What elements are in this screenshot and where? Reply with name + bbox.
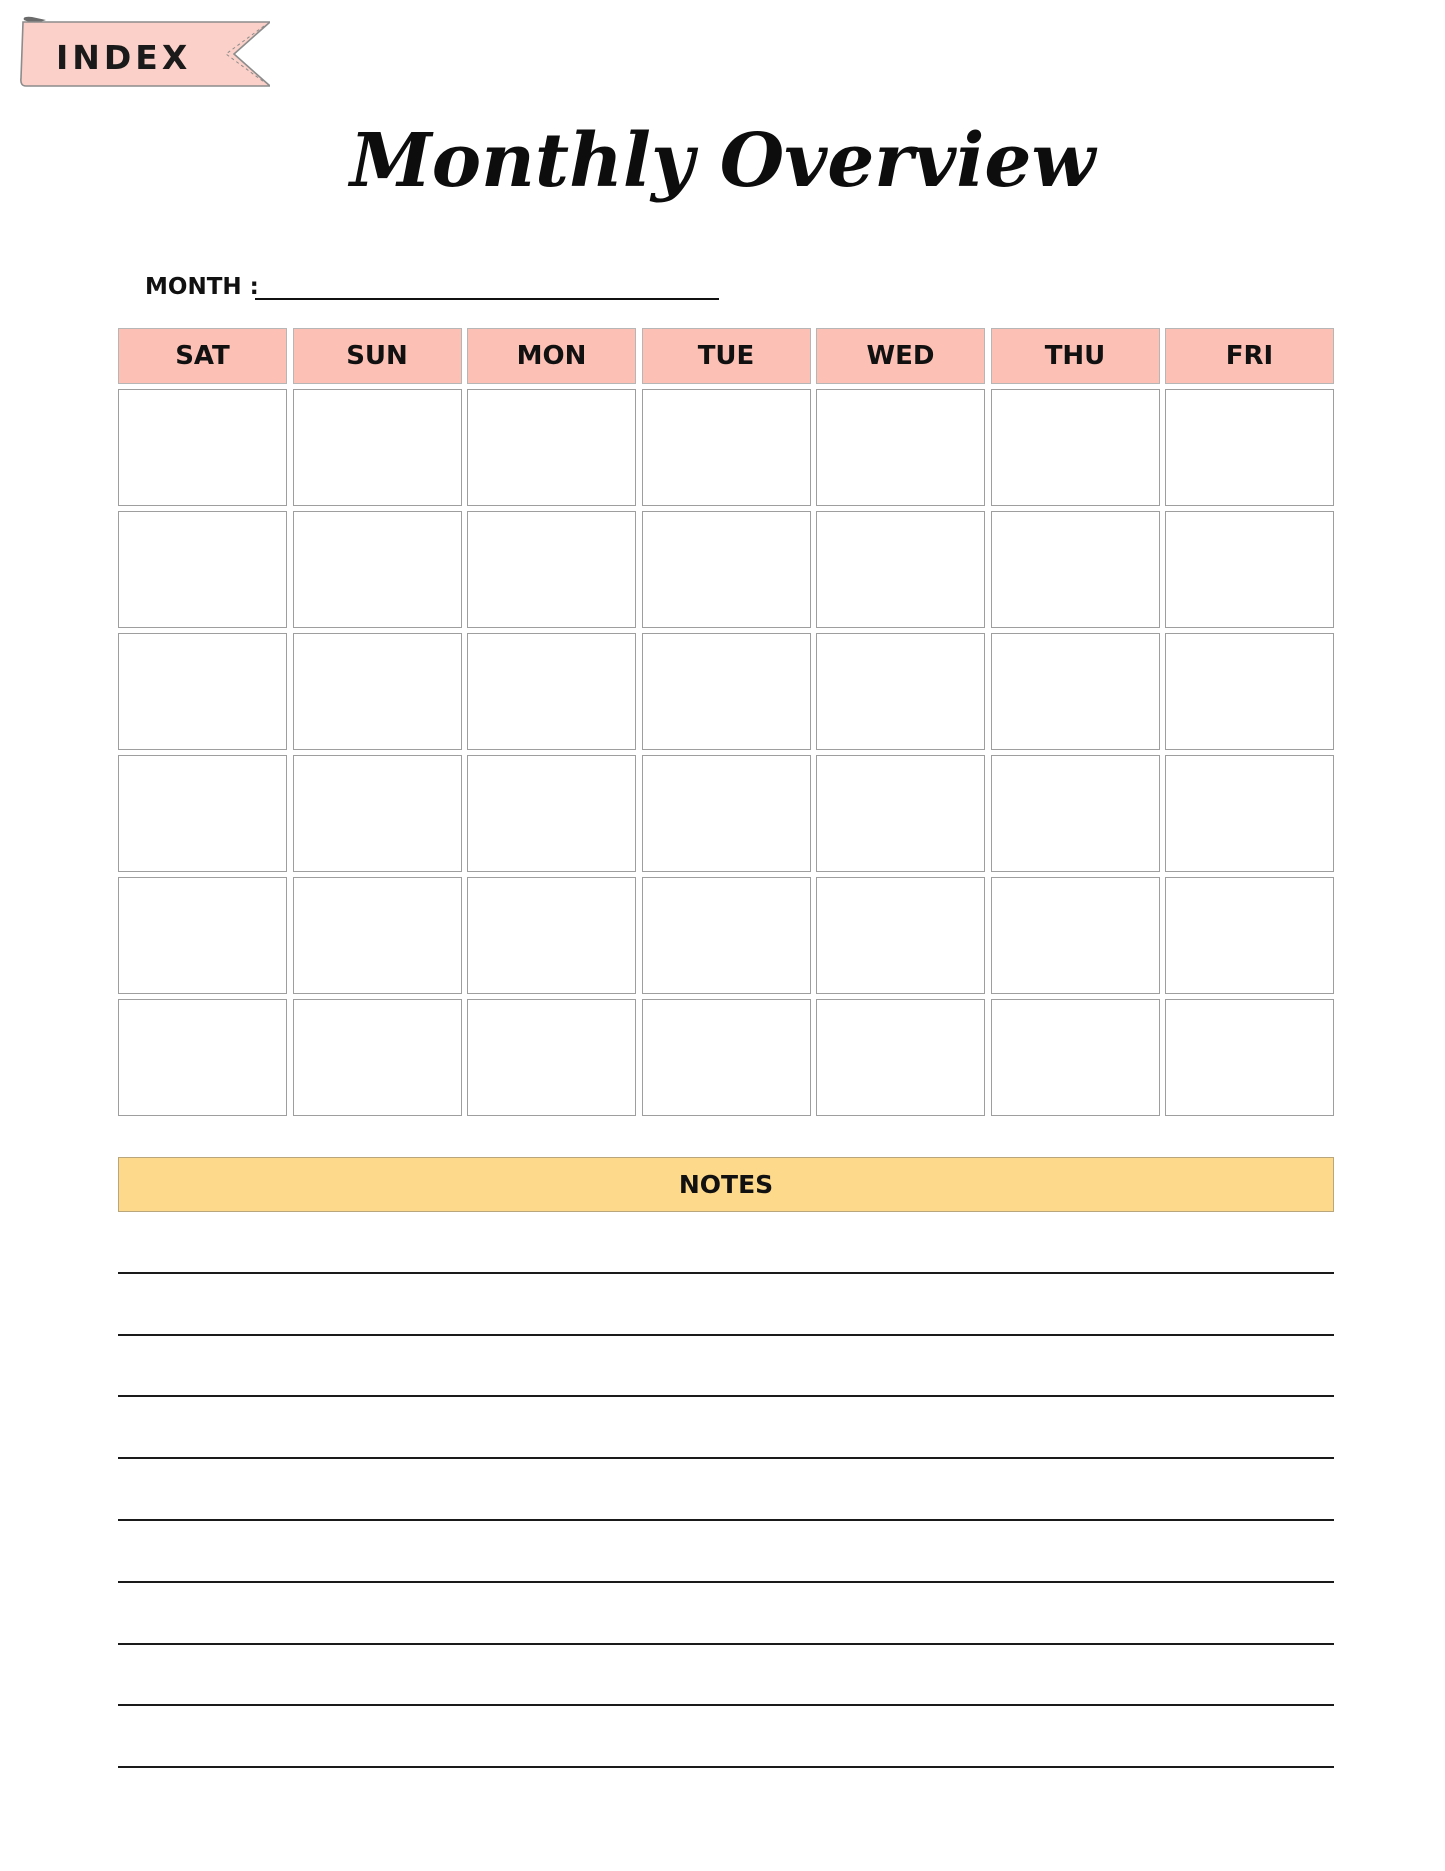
calendar-day-cell[interactable] xyxy=(118,389,287,506)
calendar-day-cell[interactable] xyxy=(642,389,811,506)
calendar-day-cell[interactable] xyxy=(642,999,811,1116)
day-header-thu: THU xyxy=(991,328,1160,384)
note-line[interactable] xyxy=(118,1521,1334,1583)
calendar-day-cell[interactable] xyxy=(118,999,287,1116)
calendar-day-cell[interactable] xyxy=(991,389,1160,506)
note-line[interactable] xyxy=(118,1706,1334,1768)
note-line[interactable] xyxy=(118,1212,1334,1274)
calendar-day-cell[interactable] xyxy=(816,633,985,750)
calendar-day-cell[interactable] xyxy=(816,755,985,872)
calendar-day-cell[interactable] xyxy=(1165,877,1334,994)
note-line[interactable] xyxy=(118,1274,1334,1336)
calendar-day-cell[interactable] xyxy=(467,511,636,628)
calendar-day-cell[interactable] xyxy=(991,511,1160,628)
calendar-day-cell[interactable] xyxy=(467,633,636,750)
calendar-day-cell[interactable] xyxy=(1165,999,1334,1116)
notes-header: NOTES xyxy=(118,1157,1334,1212)
calendar-day-cell[interactable] xyxy=(1165,511,1334,628)
calendar-day-cell[interactable] xyxy=(991,755,1160,872)
month-field-row xyxy=(145,272,725,306)
calendar-day-cell[interactable] xyxy=(467,389,636,506)
calendar-day-cell[interactable] xyxy=(293,633,462,750)
index-tab-button[interactable] xyxy=(20,16,270,88)
calendar-day-cell[interactable] xyxy=(642,633,811,750)
day-header-mon: MON xyxy=(467,328,636,384)
day-header-wed: WED xyxy=(816,328,985,384)
calendar-day-cell[interactable] xyxy=(1165,633,1334,750)
month-input[interactable] xyxy=(255,272,719,300)
calendar-day-cell[interactable] xyxy=(816,389,985,506)
calendar-day-cell[interactable] xyxy=(816,877,985,994)
page-title: Monthly Overview xyxy=(349,118,1096,204)
index-tab-label: INDEX xyxy=(56,38,192,77)
calendar-day-cell[interactable] xyxy=(293,877,462,994)
calendar-day-cell[interactable] xyxy=(118,877,287,994)
calendar-day-cell[interactable] xyxy=(293,511,462,628)
day-header-tue: TUE xyxy=(642,328,811,384)
calendar-day-cell[interactable] xyxy=(467,877,636,994)
calendar-day-cell[interactable] xyxy=(467,755,636,872)
calendar-day-cell[interactable] xyxy=(1165,389,1334,506)
calendar-day-cell[interactable] xyxy=(293,389,462,506)
calendar-day-cell[interactable] xyxy=(642,511,811,628)
day-header-fri: FRI xyxy=(1165,328,1334,384)
calendar-day-cell[interactable] xyxy=(816,511,985,628)
calendar-day-cell[interactable] xyxy=(816,999,985,1116)
notes-lines xyxy=(118,1212,1334,1768)
day-header-sun: SUN xyxy=(293,328,462,384)
calendar-day-cell[interactable] xyxy=(642,877,811,994)
calendar-day-cell[interactable] xyxy=(991,999,1160,1116)
note-line[interactable] xyxy=(118,1645,1334,1707)
calendar-day-cell[interactable] xyxy=(991,877,1160,994)
calendar-day-cell[interactable] xyxy=(991,633,1160,750)
calendar-day-cell[interactable] xyxy=(293,755,462,872)
calendar-day-cell[interactable] xyxy=(293,999,462,1116)
calendar-day-cell[interactable] xyxy=(642,755,811,872)
month-label: MONTH : xyxy=(145,274,259,300)
calendar-day-cell[interactable] xyxy=(118,511,287,628)
note-line[interactable] xyxy=(118,1336,1334,1398)
day-header-sat: SAT xyxy=(118,328,287,384)
calendar-day-cell[interactable] xyxy=(118,633,287,750)
calendar-grid xyxy=(118,328,1334,1116)
note-line[interactable] xyxy=(118,1583,1334,1645)
calendar-day-cell[interactable] xyxy=(467,999,636,1116)
note-line[interactable] xyxy=(118,1459,1334,1521)
calendar-day-cell[interactable] xyxy=(1165,755,1334,872)
calendar-day-cell[interactable] xyxy=(118,755,287,872)
note-line[interactable] xyxy=(118,1397,1334,1459)
